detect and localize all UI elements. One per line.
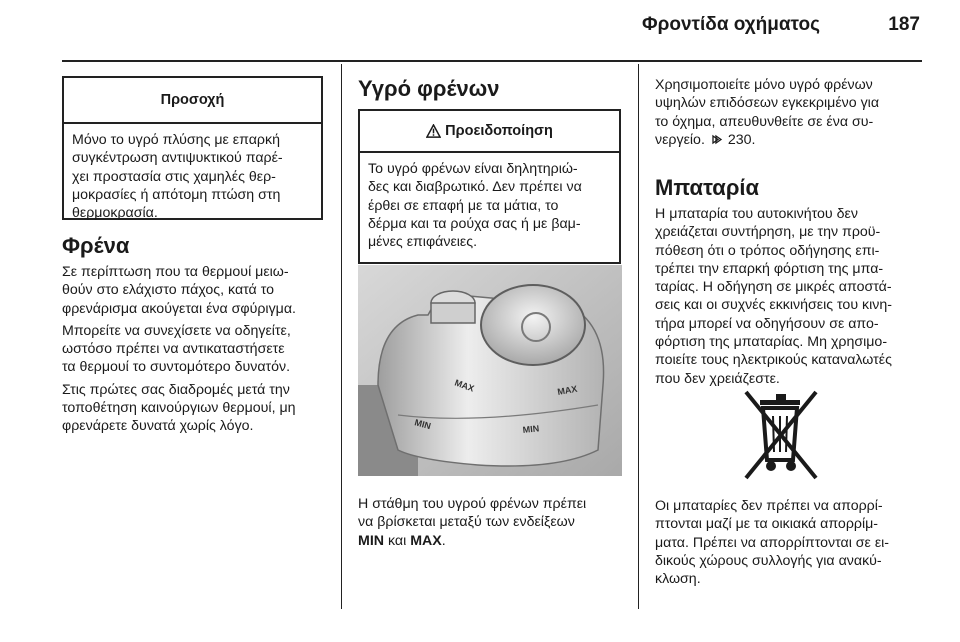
section-title-battery: Μπαταρία	[655, 175, 760, 200]
text-line: σεις και οι συχνές εκκινήσεις του κινη-	[655, 297, 892, 314]
page-number: 187	[888, 14, 920, 35]
warning-box	[358, 109, 621, 264]
text-line: που δεν χρειάζεστε.	[655, 370, 780, 387]
page-reference[interactable]: 230.	[727, 131, 756, 148]
text-line: ματα. Πρέπει να απορρίπτονται σε ει-	[655, 534, 890, 551]
brake-fluid-spec-text	[655, 76, 930, 149]
text-line: Στις πρώτες σας διαδρομές μετά την	[62, 381, 290, 398]
brakes-paragraph-1	[62, 263, 337, 318]
caution-line: μοκρασίες ή απότομη πτώση στη	[72, 186, 281, 203]
text-line: ωστόσο πρέπει να αντικαταστήσετε	[62, 341, 285, 358]
text-line: τρέπει την επαρκή φόρτιση της μπα-	[655, 260, 884, 277]
page-reference-icon	[712, 134, 723, 145]
text-line: Η μπαταρία του αυτοκινήτου δεν	[655, 206, 858, 222]
battery-text	[655, 205, 940, 388]
text-line-with-ref	[655, 131, 930, 149]
caption-max: MAX	[410, 532, 442, 549]
caution-line: χει προστασία στις χαμηλές θερ-	[72, 168, 276, 185]
warning-text	[360, 153, 619, 258]
text-line: φόρτιση της μπαταρίας. Μη χρησιμο-	[655, 334, 888, 351]
text-fragment: νεργείο.	[655, 131, 705, 148]
warning-line: έρθει σε επαφή με τα μάτια, το	[368, 197, 559, 214]
caption-line-3	[358, 532, 633, 550]
warning-line: Το υγρό φρένων είναι δηλητηριώ-	[368, 161, 578, 177]
text-line: Χρησιμοποιείτε μόνο υγρό φρένων	[655, 77, 873, 93]
reservoir-illustration	[358, 265, 622, 476]
text-line: υψηλών επιδόσεων εγκεκριμένο για	[655, 95, 880, 112]
text-line: δικούς χώρους συλλογής για ανακύ-	[655, 552, 882, 569]
running-header-title: Φροντίδα οχήματος	[642, 14, 820, 35]
caption-and: και	[384, 532, 411, 549]
section-title-brake-fluid: Υγρό φρένων	[358, 76, 500, 101]
text-line: Μπορείτε να συνεχίσετε να οδηγείτε,	[62, 322, 291, 339]
warning-line: μένες επιφάνειες.	[368, 234, 478, 251]
max-marking-right: MAX	[556, 383, 579, 397]
warning-heading: Προειδοποίηση	[445, 123, 553, 139]
caption-end: .	[441, 532, 446, 549]
column-divider-2	[638, 64, 639, 609]
caption-min: MIN	[358, 532, 385, 549]
text-line: τοποθέτηση καινούργιων θερμουί, μη	[62, 400, 296, 417]
crossed-out-wheelie-bin-icon	[738, 388, 828, 483]
caution-line: Μόνο το υγρό πλύσης με επαρκή	[72, 132, 280, 148]
caution-heading: Προσοχή	[64, 78, 321, 124]
text-line: το όχημα, απευθυνθείτε σε ένα συ-	[655, 113, 874, 130]
warning-triangle-icon	[426, 124, 441, 138]
min-marking-left: MIN	[413, 417, 433, 432]
text-line: χρειάζεται συντήρηση, με την προϋ-	[655, 224, 881, 241]
text-line: φρενάρετε δυνατά χωρίς λόγο.	[62, 418, 254, 435]
caution-line: συγκέντρωση αντιψυκτικού παρέ-	[72, 150, 283, 167]
brakes-text	[62, 263, 337, 436]
caution-text	[64, 124, 321, 229]
caption-line: να βρίσκεται μεταξύ των ενδείξεων	[358, 514, 575, 531]
min-marking-right: MIN	[522, 423, 540, 435]
text-line: Σε περίπτωση που τα θερμουί μειω-	[62, 264, 289, 280]
warning-line: δες και διαβρωτικό. Δεν πρέπει να	[368, 179, 582, 196]
column-divider-1	[341, 64, 342, 609]
text-line: κλωση.	[655, 571, 701, 588]
header-rule	[62, 60, 922, 62]
text-line: τήρα μπορεί να οδηγήσουν σε απο-	[655, 315, 879, 332]
caution-box	[62, 76, 323, 220]
section-title-brakes: Φρένα	[62, 233, 130, 258]
battery-disposal-text	[655, 497, 940, 588]
text-line: τα θερμουί το συντομότερο δυνατόν.	[62, 359, 291, 376]
text-line: Οι μπαταρίες δεν πρέπει να απορρί-	[655, 498, 883, 514]
caution-line: θερμοκρασία.	[72, 205, 158, 222]
text-line: φρενάρισμα ακούγεται ένα σφύριγμα.	[62, 300, 296, 317]
caption-line: Η στάθμη του υγρού φρένων πρέπει	[358, 496, 587, 512]
brakes-paragraph-3	[62, 381, 337, 436]
brakes-paragraph-2	[62, 322, 337, 377]
text-line: πόθεση ότι ο τρόπος οδήγησης επι-	[655, 242, 880, 259]
text-line: θούν στο ελάχιστο πάχος, κατά το	[62, 282, 274, 299]
photo-caption	[358, 495, 633, 550]
warning-header	[360, 111, 619, 153]
text-line: ποιείτε τους ηλεκτρικούς καταναλωτές	[655, 352, 892, 369]
warning-line: δέρμα και τα ρούχα σας ή με βαμ-	[368, 215, 581, 232]
text-line: ταρίας. Η οδήγηση σε μικρές αποστά-	[655, 279, 892, 296]
max-marking-left: MAX	[453, 377, 476, 394]
text-line: πτονται μαζί με τα οικιακά απορρίμ-	[655, 516, 879, 533]
brake-fluid-reservoir-photo	[358, 265, 622, 476]
